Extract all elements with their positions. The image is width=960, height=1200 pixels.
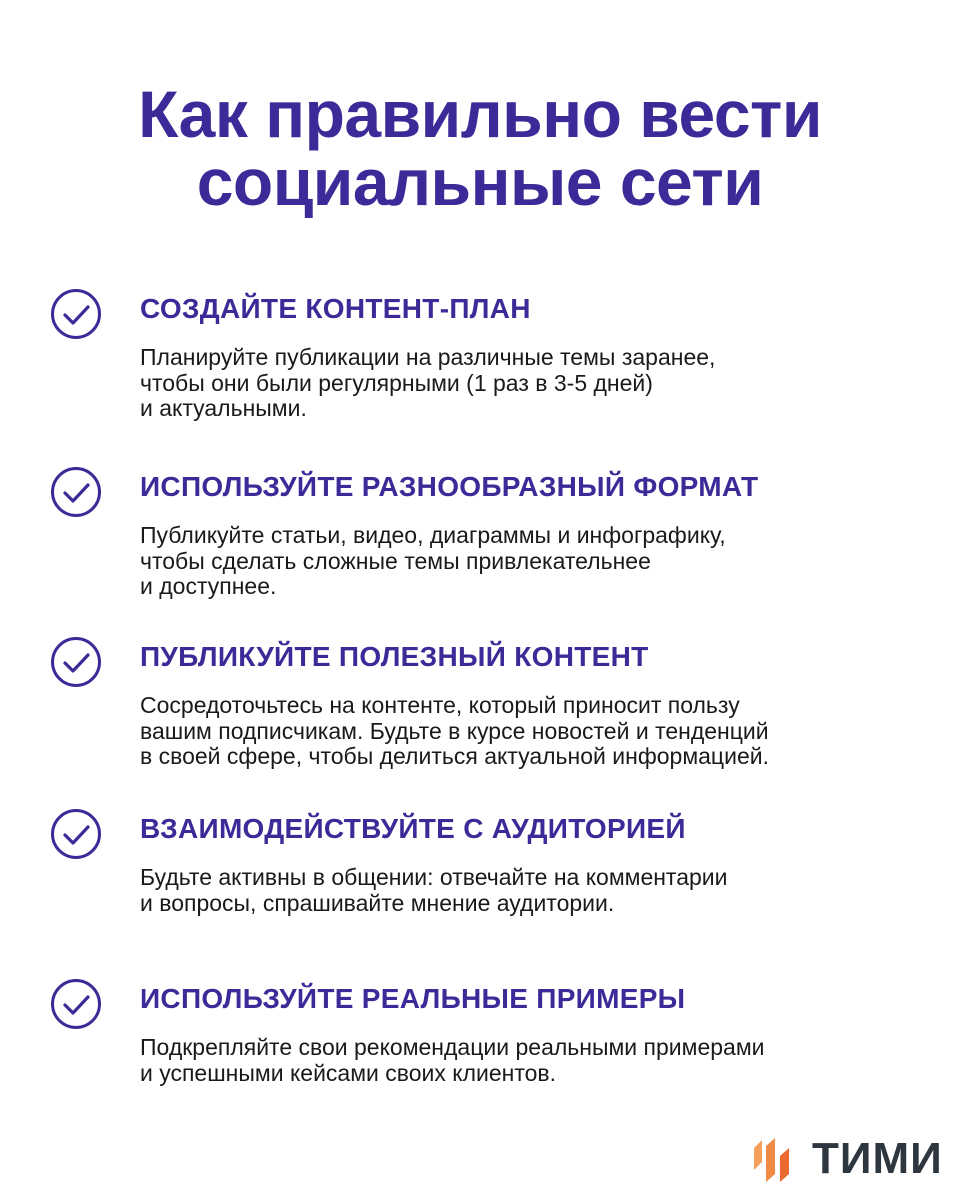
tip-text: Подкрепляйте свои рекомендации реальными примерами и успешными кейсами своих клиентов. [140,1034,765,1086]
tip-text: Публикуйте статьи, видео, диаграммы и инфографику, чтобы сделать сложные темы привлекательнее и доступнее. [140,522,726,599]
tip-heading: ПУБЛИКУЙТЕ ПОЛЕЗНЫЙ КОНТЕНТ [140,641,649,672]
check-circle-icon [50,978,102,1030]
check-circle-icon [50,636,102,688]
tip-heading: ВЗАИМОДЕЙСТВУЙТЕ С АУДИТОРИЕЙ [140,813,686,844]
tip-text: Будьте активны в общении: отвечайте на комментарии и вопросы, спрашивайте мнение аудитории. [140,864,728,916]
logo-mark-icon [752,1134,802,1184]
tip-heading: СОЗДАЙТЕ КОНТЕНТ-ПЛАН [140,293,531,324]
tip-heading: ИСПОЛЬЗУЙТЕ РЕАЛЬНЫЕ ПРИМЕРЫ [140,983,686,1014]
tip-heading: ИСПОЛЬЗУЙТЕ РАЗНООБРАЗНЫЙ ФОРМАТ [140,471,759,502]
check-circle-icon [50,466,102,518]
logo-text: ТИМИ [812,1134,943,1183]
tip-text: Сосредоточьтесь на контенте, который приносит пользу вашим подписчикам. Будьте в курсе новостей и тенденций в своей сфере, чтобы делиться актуальной информацией. [140,692,769,769]
check-circle-icon [50,288,102,340]
check-circle-icon [50,808,102,860]
brand-logo [752,1134,943,1184]
page-title: Как правильно вести социальные сети [138,77,822,219]
tip-text: Планируйте публикации на различные темы заранее, чтобы они были регулярными (1 раз в 3-5 дней) и актуальными. [140,344,716,421]
